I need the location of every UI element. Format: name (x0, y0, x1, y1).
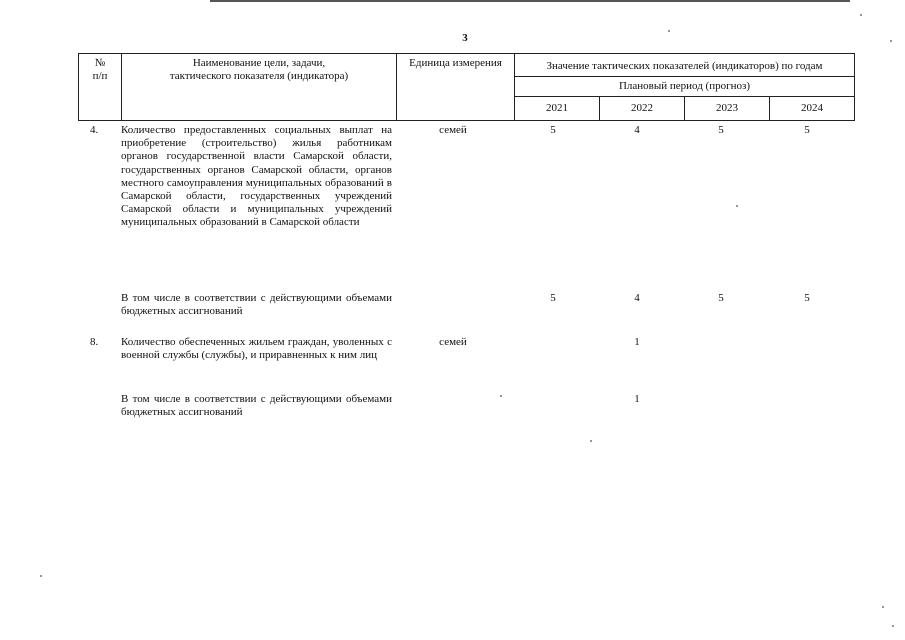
header-year-2022: 2022 (600, 97, 685, 121)
row-8-sub-name: В том числе в соответствии с действующими объемами бюджетных ассигнований (121, 393, 392, 419)
header-num-line1: № (94, 57, 106, 69)
header-year-2024: 2024 (770, 97, 855, 121)
header-num-line2: п/п (92, 70, 108, 82)
scan-speck (590, 440, 592, 442)
scan-speck (736, 205, 738, 207)
scan-speck (668, 30, 670, 32)
row-4-unit: семей (439, 124, 467, 136)
indicator-table-header (78, 53, 855, 121)
header-name-line2: тактического показателя (индикатора) (169, 70, 349, 82)
row-4-number: 4. (90, 124, 99, 136)
header-year-2023: 2023 (685, 97, 770, 121)
header-values-title: Значение тактических показателей (индикаторов) по годам (515, 54, 855, 77)
row-4-value-2021: 5 (550, 124, 556, 136)
row-4-value-2024: 5 (804, 124, 810, 136)
row-4-sub-value-2023: 5 (718, 292, 724, 304)
row-4-sub-value-2021: 5 (550, 292, 556, 304)
header-num-cell (79, 54, 122, 121)
scan-speck (40, 575, 42, 577)
row-4-value-2023: 5 (718, 124, 724, 136)
header-name-cell (122, 54, 397, 121)
row-4-sub-name: В том числе в соответствии с действующими объемами бюджетных ассигнований (121, 292, 392, 318)
row-4-sub-value-2022: 4 (634, 292, 640, 304)
header-unit-cell: Единица измерения (397, 54, 515, 121)
header-name-line1: Наименование цели, задачи, (192, 57, 326, 69)
scan-speck (860, 14, 862, 16)
row-4-sub-value-2024: 5 (804, 292, 810, 304)
row-8-sub-value-2022: 1 (634, 393, 640, 405)
scan-speck (890, 40, 892, 42)
row-8-number: 8. (90, 336, 99, 348)
row-4-name: Количество предоставленных социальных выплат на приобретение (строительство) жилья работникам органов государственной власти Самарской области, государственных органов Самарской области, органов местного самоуправления муниципальных образований в Самарской области, государственных учреждений Самарской области и муниципальных учреждений муниципальных образований в Самарской области (121, 124, 392, 229)
scan-speck (882, 606, 884, 608)
header-year-2021: 2021 (515, 97, 600, 121)
scan-speck (892, 625, 894, 627)
scan-speck (500, 395, 502, 397)
row-8-name: Количество обеспеченных жильем граждан, уволенных с военной службы (службы), и приравненных к ним лиц (121, 336, 392, 362)
page-number: 3 (462, 32, 468, 44)
row-4-value-2022: 4 (634, 124, 640, 136)
row-8-unit: семей (439, 336, 467, 348)
header-plan-title: Плановый период (прогноз) (515, 77, 855, 97)
top-rule (210, 0, 850, 2)
row-8-value-2022: 1 (634, 336, 640, 348)
